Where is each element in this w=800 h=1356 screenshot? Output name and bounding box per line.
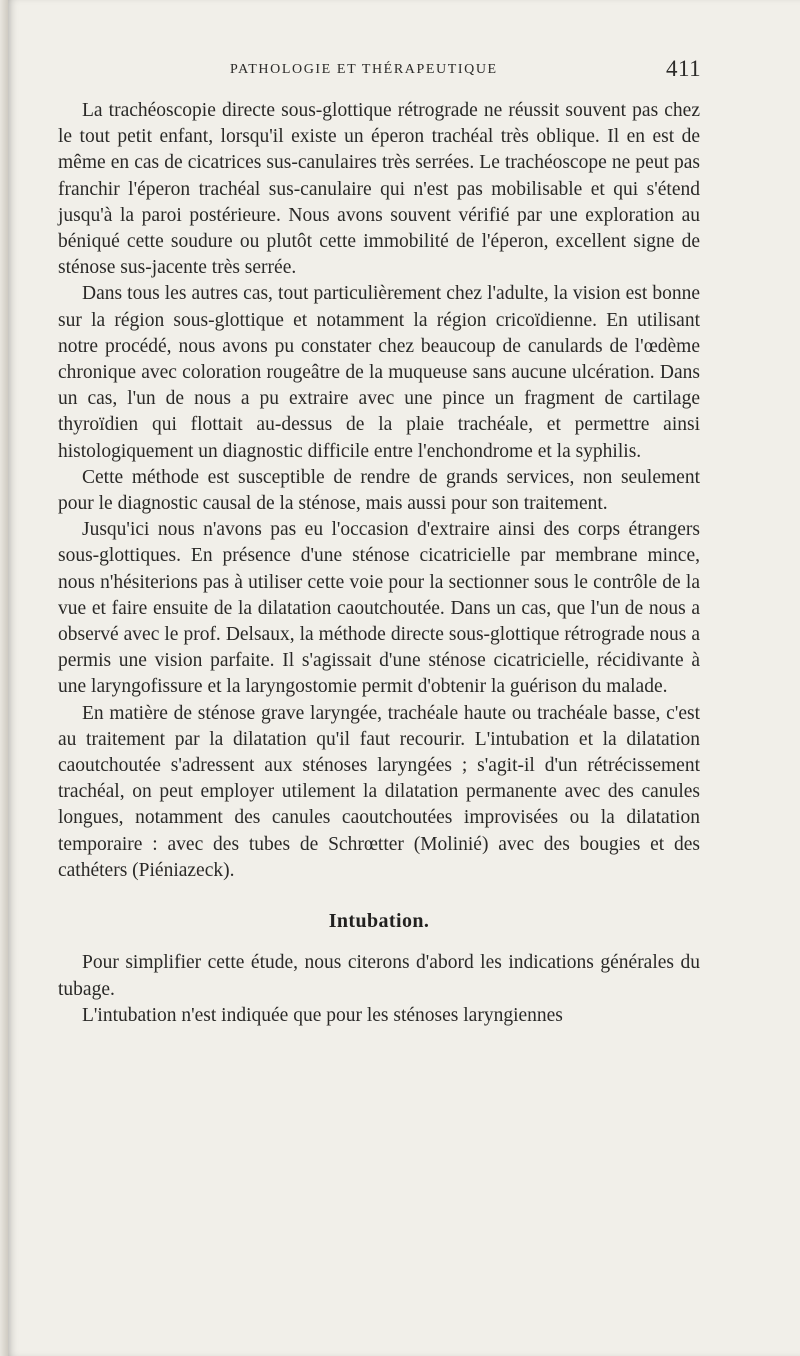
paragraph-intubation-intro: Pour simplifier cette étude, nous citerons d'abord les indications générales du tubage. [58, 952, 700, 1000]
body-text [58, 98, 700, 1029]
paragraph-tracheoscopy: La trachéoscopie directe sous-glottique rétrograde ne réussit souvent pas chez le tout petit enfant, lorsqu'il existe un éperon trachéal très oblique. Il en est de même en cas de cicatrices sus-canulaires très serrées. Le trachéoscope ne peut pas franchir l'éperon trachéal sus-canulaire qui n'est pas mobilisable et qui s'étend jusqu'à la paroi postérieure. Nous avons souvent vérifié par une exploration au béniqué cette soudure ou plutôt cette immobilité de l'éperon, excellent signe de sténose sus-jacente très serrée. [58, 100, 700, 279]
paragraph-vision: Dans tous les autres cas, tout particulièrement chez l'adulte, la vision est bonne sur la région sous-glottique et notamment la région cricoïdienne. En utilisant notre procédé, nous avons pu constater chez beaucoup de canulards de l'œdème chronique avec coloration rougeâtre de la muqueuse sans aucune ulcération. Dans un cas, l'un de nous a pu extraire avec une pince un fragment de cartilage thyroïdien qui flottait au-dessus de la plaie trachéale, et permettre ainsi histologiquement un diagnostic difficile entre l'enchondrome et la syphilis. [58, 283, 700, 462]
paragraph-foreign-bodies: Jusqu'ici nous n'avons pas eu l'occasion d'extraire ainsi des corps étrangers sous-glottiques. En présence d'une sténose cicatricielle par membrane mince, nous n'hésiterions pas à utiliser cette voie pour la sectionner sous le contrôle de la vue et faire ensuite de la dilatation caoutchoutée. Dans un cas, que l'un de nous a observé avec le prof. Delsaux, la méthode directe sous-glottique rétrograde nous a permis une vision parfaite. Il s'agissait d'une sténose cicatricielle, récidivante à une laryngofissure et la laryngostomie permit d'obtenir la guérison du malade. [58, 519, 700, 698]
section-heading-intubation: Intubation. [328, 910, 430, 933]
running-head: PATHOLOGIE ET THÉRAPEUTIQUE [230, 62, 498, 77]
page-number: 411 [666, 56, 702, 81]
paragraph-intubation-indication: L'intubation n'est indiquée que pour les sténoses laryngiennes [82, 1004, 563, 1026]
paragraph-dilatation: En matière de sténose grave laryngée, trachéale haute ou trachéale basse, c'est au traitement par la dilatation qu'il faut recourir. L'intubation et la dilatation caoutchoutée s'adressent aux sténoses laryngées ; s'agit-il d'un rétrécissement trachéal, on peut employer utilement la dilatation permanente avec des canules longues, notamment des canules caoutchoutées improvisées ou la dilatation temporaire : avec des tubes de Schrœtter (Molinié) avec des bougies et des cathéters (Piéniazeck). [58, 702, 700, 881]
paragraph-method: Cette méthode est susceptible de rendre de grands services, non seulement pour le diagnostic causal de la sténose, mais aussi pour son traitement. [58, 466, 700, 515]
page-header [0, 56, 800, 86]
book-spine-edge [0, 0, 8, 1356]
